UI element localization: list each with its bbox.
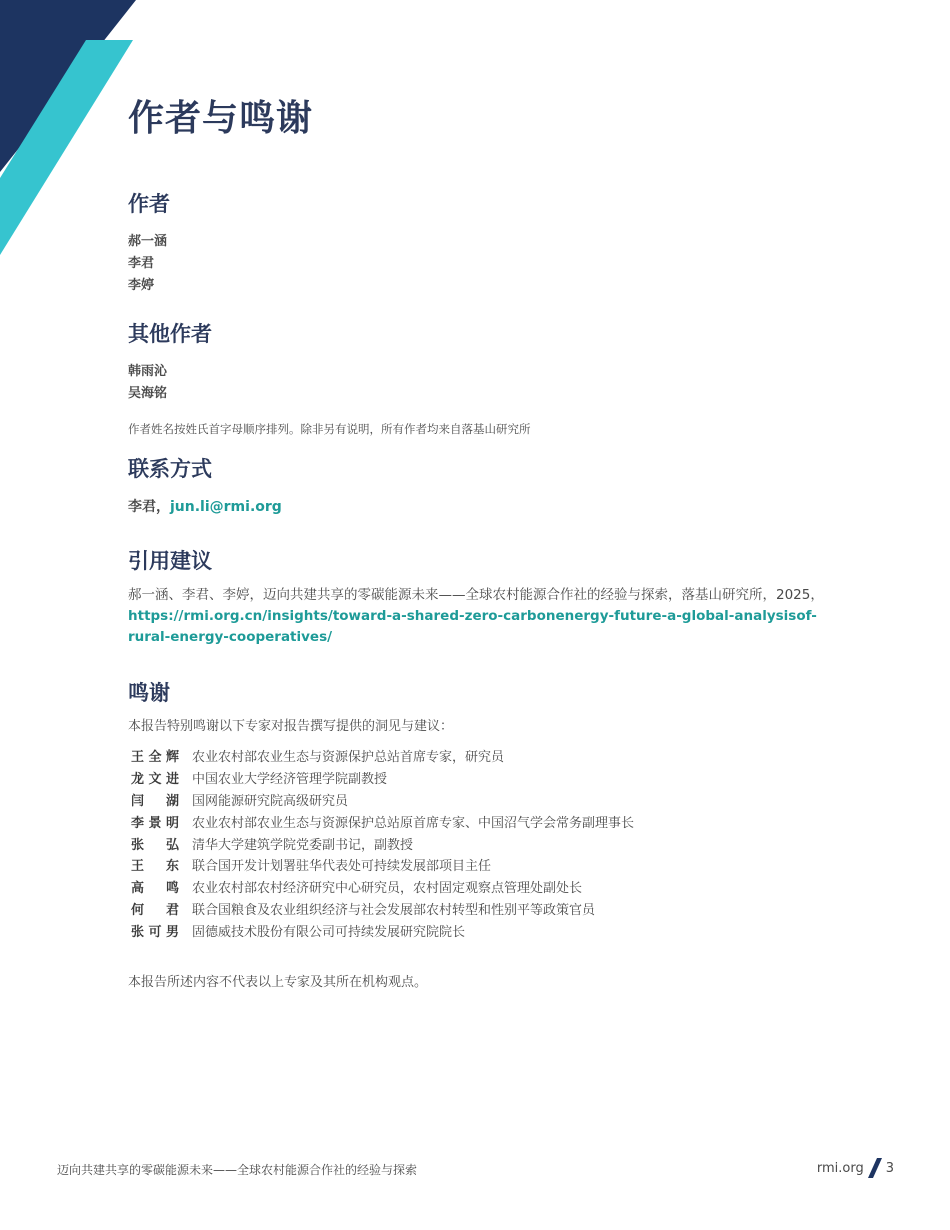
- page-title: 作者与鸣谢: [128, 98, 314, 139]
- expert-name: 何君: [131, 902, 179, 918]
- expert-title: 农业农村部农村经济研究中心研究员，农村固定观察点管理处副处长: [192, 881, 583, 897]
- other-author-name: 韩雨沁: [128, 364, 168, 379]
- expert-title: 固德威技术股份有限公司可持续发展研究院院长: [192, 924, 466, 940]
- contact-email-link[interactable]: jun.li@rmi.org: [170, 499, 282, 515]
- expert-row: [128, 876, 634, 898]
- other-authors-list: [128, 361, 167, 405]
- slash-icon: [868, 1158, 882, 1178]
- corner-decoration: [0, 0, 140, 260]
- author-name: 郝一涵: [128, 234, 168, 249]
- expert-name: 张可男: [131, 924, 179, 940]
- footer-site: rmi.org: [816, 1160, 864, 1176]
- expert-row: [128, 745, 634, 767]
- expert-title: 农业农村部农业生态与资源保护总站原首席专家、中国沼气学会常务副理事长: [192, 815, 635, 831]
- expert-title: 联合国粮食及农业组织经济与社会发展部农村转型和性别平等政策官员: [192, 902, 596, 918]
- expert-title: 农业农村部农业生态与资源保护总站首席专家，研究员: [192, 750, 505, 766]
- expert-row: [128, 789, 634, 811]
- expert-title: 中国农业大学经济管理学院副教授: [192, 772, 388, 788]
- authors-list: [128, 231, 167, 297]
- contact-name: 李君，: [128, 499, 170, 515]
- expert-title: 联合国开发计划署驻华代表处可持续发展部项目主任: [192, 859, 492, 875]
- expert-name: 高鸣: [131, 881, 179, 897]
- expert-row: [128, 854, 634, 876]
- citation-block: [128, 585, 848, 648]
- footer-page-info: [817, 1158, 894, 1178]
- authors-heading: 作者: [128, 192, 170, 216]
- citation-heading: 引用建议: [128, 549, 212, 573]
- expert-title: 清华大学建筑学院党委副书记，副教授: [192, 837, 414, 853]
- citation-url-link[interactable]: https://rmi.org.cn/insights/toward-a-shared-zero-carbonenergy-future-a-global-analysisof-rural-energy-cooperatives/: [128, 608, 817, 645]
- experts-list: [128, 745, 634, 941]
- footer-report-title: 迈向共建共享的零碳能源未来——全球农村能源合作社的经验与探索: [57, 1163, 418, 1177]
- expert-row: [128, 810, 634, 832]
- other-author-name: 吴海铭: [128, 386, 168, 401]
- author-name: 李婷: [128, 278, 155, 293]
- acknowledgements-intro: 本报告特别鸣谢以下专家对报告撰写提供的洞见与建议：: [128, 719, 454, 734]
- other-authors-heading: 其他作者: [128, 322, 212, 346]
- expert-row: [128, 832, 634, 854]
- footer-page-number: 3: [885, 1160, 894, 1176]
- expert-name: 王全辉: [131, 750, 179, 766]
- expert-row: [128, 898, 634, 920]
- expert-name: 龙文进: [131, 772, 179, 788]
- acknowledgements-disclaimer: 本报告所述内容不代表以上专家及其所在机构观点。: [128, 975, 428, 990]
- contact-heading: 联系方式: [128, 457, 212, 481]
- authors-note: 作者姓名按姓氏首字母顺序排列。除非另有说明，所有作者均来自落基山研究所: [128, 422, 531, 436]
- expert-row: [128, 767, 634, 789]
- author-name: 李君: [128, 256, 155, 271]
- expert-name: 张弘: [131, 837, 179, 853]
- contact-line: [128, 496, 282, 516]
- citation-text: 郝一涵、李君、李婷，迈向共建共享的零碳能源未来——全球农村能源合作社的经验与探索，落基山研究所，2025，: [128, 587, 824, 603]
- expert-name: 王东: [131, 859, 179, 875]
- expert-name: 闫湖: [131, 793, 179, 809]
- expert-title: 国网能源研究院高级研究员: [192, 793, 349, 809]
- expert-name: 李景明: [131, 815, 179, 831]
- acknowledgements-heading: 鸣谢: [128, 681, 170, 705]
- expert-row: [128, 919, 634, 941]
